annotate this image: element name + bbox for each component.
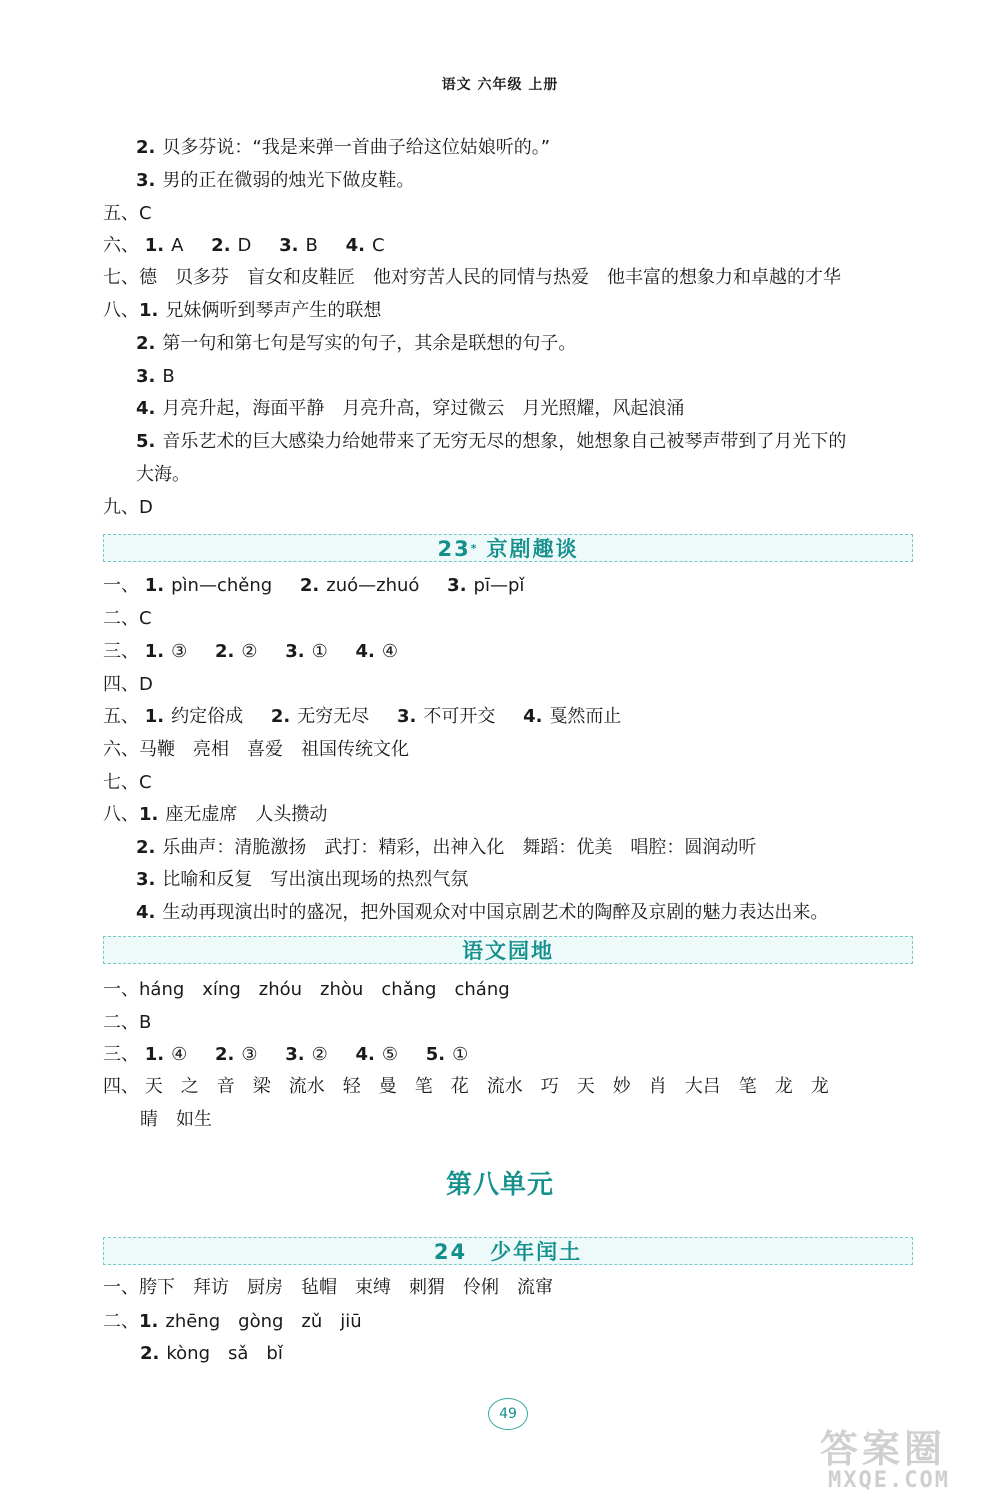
answer-line: 3. 比喻和反复 写出演出现场的热烈气氛: [136, 869, 469, 890]
answer-line: 二、C: [103, 608, 152, 629]
section-title: 23* 京剧趣谈: [437, 537, 579, 561]
answer-line: 五、C: [103, 203, 152, 224]
answer-line: 3. 男的正在微弱的烛光下做皮鞋。: [136, 170, 415, 191]
answer-line: 五、 1. 约定俗成 2. 无穷无尽 3. 不可开交 4. 戛然而止: [103, 706, 622, 727]
section-title: 24 少年闰土: [433, 1240, 583, 1264]
answer-line: 三、 1. ③ 2. ② 3. ① 4. ④: [103, 641, 398, 662]
page-header: 语文 六年级 上册: [441, 77, 559, 93]
answer-line: 二、B: [103, 1012, 152, 1033]
answer-line: 3. B: [136, 366, 175, 387]
answer-line: 一、háng xíng zhóu zhòu chǎng cháng: [103, 979, 510, 1000]
answer-line: 八、1. 座无虚席 人头攒动: [103, 804, 328, 825]
answer-line: 七、德 贝多芬 盲女和皮鞋匠 他对穷苦人民的同情与热爱 他丰富的想象力和卓越的才华: [103, 267, 841, 288]
answer-line: 2. 贝多芬说：“我是来弹一首曲子给这位姑娘听的。”: [136, 137, 551, 158]
answer-line: 一、胯下 拜访 厨房 毡帽 束缚 刺猬 伶俐 流窜: [103, 1277, 553, 1298]
answer-line: 一、 1. pìn—chěng 2. zuó—zhuó 3. pī—pǐ: [103, 575, 525, 596]
answer-line: 九、D: [103, 497, 153, 518]
answer-line: 四、D: [103, 674, 153, 695]
answer-line: 睛 如生: [140, 1109, 212, 1130]
answer-line: 4. 月亮升起，海面平静 月亮升高，穿过微云 月光照耀，风起浪涌: [136, 398, 685, 419]
section-header-24: [103, 1237, 913, 1265]
section-header-23: [103, 534, 913, 562]
watermark-logo: 答案圈 MXQE.COM: [820, 1427, 950, 1493]
answer-line: 七、C: [103, 772, 152, 793]
answer-line: 六、马鞭 亮相 喜爱 祖国传统文化: [103, 739, 409, 760]
answer-line: 六、 1. A 2. D 3. B 4. C: [103, 235, 385, 256]
page-number: 49: [488, 1398, 528, 1430]
answer-line: 三、 1. ④ 2. ③ 3. ② 4. ⑤ 5. ①: [103, 1044, 469, 1065]
answer-line: 八、1. 兄妹俩听到琴声产生的联想: [103, 300, 382, 321]
section-header-garden: [103, 936, 913, 964]
answer-line: 2. kòng sǎ bǐ: [140, 1343, 283, 1364]
answer-line: 4. 生动再现演出时的盛况，把外国观众对中国京剧艺术的陶醉及京剧的魅力表达出来。: [136, 902, 829, 923]
answer-line: 5. 音乐艺术的巨大感染力给她带来了无穷无尽的想象，她想象自己被琴声带到了月光下的: [136, 431, 847, 452]
answer-line: 2. 乐曲声：清脆激扬 武打：精彩，出神入化 舞蹈：优美 唱腔：圆润动听: [136, 837, 757, 858]
answer-line: 大海。: [136, 464, 190, 485]
answer-line: 二、1. zhēng gòng zǔ jiū: [103, 1311, 362, 1332]
answer-line: 四、 天 之 音 梁 流水 轻 曼 笔 花 流水 巧 天 妙 肖 大吕 笔 龙 龙: [103, 1076, 829, 1097]
unit-title: 第八单元: [445, 1170, 554, 1200]
section-title: 语文园地: [462, 939, 554, 963]
answer-line: 2. 第一句和第七句是写实的句子，其余是联想的句子。: [136, 333, 577, 354]
